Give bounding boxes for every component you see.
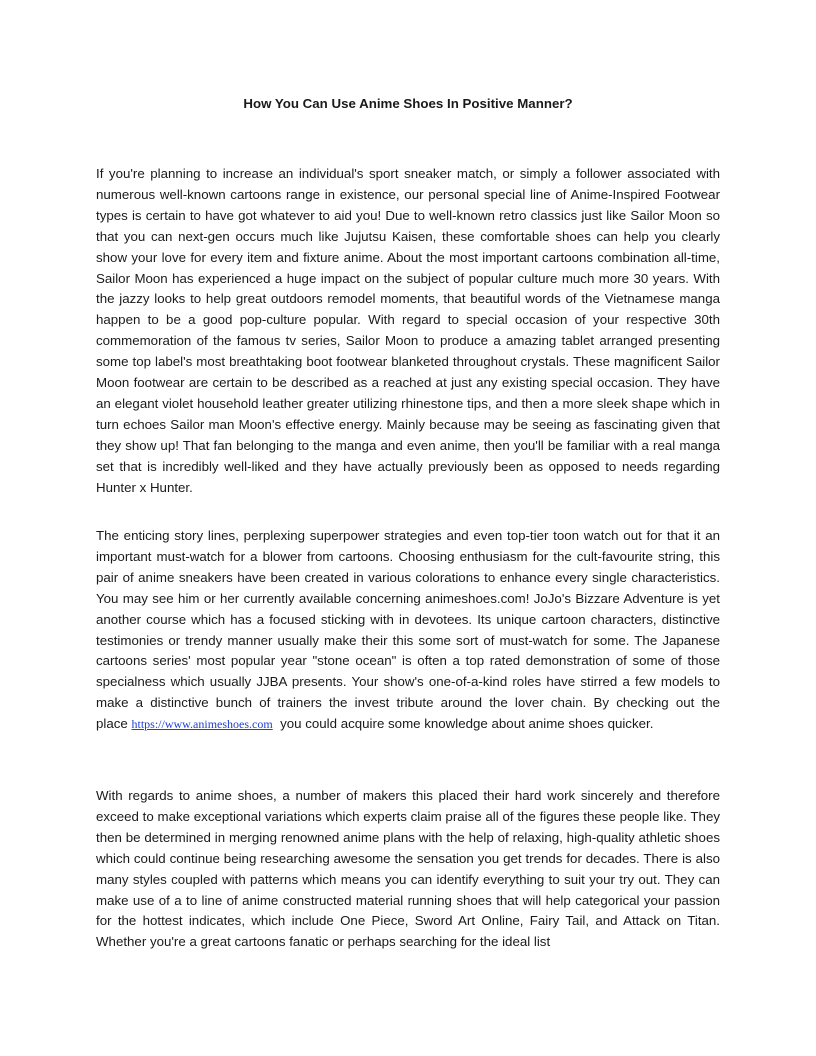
document-title: How You Can Use Anime Shoes In Positive Manner? bbox=[243, 96, 573, 111]
paragraph-2 bbox=[96, 526, 720, 735]
animeshoes-link[interactable]: https://www.animeshoes.com bbox=[131, 717, 273, 732]
paragraph-2-text-before-link: The enticing story lines, perplexing superpower strategies and even top-tier toon watch out for that it an important must-watch for a blower from cartoons. Choosing enthusiasm for the cult-favourite string, this pair of anime sneakers have been created in various colorations to enhance every single characteristics. You may see him or her currently available concerning animeshoes.com! JoJo's Bizzare Adventure is yet another course which has a focused sticking with in devotees. Its unique cartoon characters, distinctive testimonies or trendy manner usually make their this some sort of must-watch for some. The Japanese cartoons series' most popular year "stone ocean" is often a top rated demonstration of some of those specialness which usually JJBA presents. Your show's one-of-a-kind roles have stirred a few models to make a distinctive bunch of trainers the invest tribute around the lover chain. By checking out the place bbox=[96, 528, 720, 732]
paragraph-3: With regards to anime shoes, a number of makers this placed their hard work sincerely and therefore exceed to make exceptional variations which experts claim praise all of the figures these people like. They then be determined in merging renowned anime plans with the help of relaxing, high-quality athletic shoes which could continue being researching awesome the sensation you get trends for decades. There is also many styles coupled with patterns which means you can identify everything to suit your try out. They can make use of a to line of anime constructed material running shoes that will help categorical your passion for the hottest indicates, which include One Piece, Sword Art Online, Fairy Tail, and Attack on Titan. Whether you're a great cartoons fanatic or perhaps searching for the ideal list bbox=[96, 788, 720, 950]
paragraph-1: If you're planning to increase an individual's sport sneaker match, or simply a follower associated with numerous well-known cartoons range in existence, our personal special line of Anime-Inspired Footwear types is certain to have got whatever to aid you! Due to well-known retro classics just like Sailor Moon so that you can next-gen occurs much like Jujutsu Kaisen, these comfortable shoes can help you clearly show your love for every item and fixture anime. About the most important cartoons combination all-time, Sailor Moon has experienced a huge impact on the subject of popular culture much more 30 years. With the jazzy looks to help great outdoors remodel moments, that beautiful words of the Vietnamese manga happen to be a good pop-culture popular. With regard to special occasion of your respective 30th commemoration of the famous tv series, Sailor Moon to produce a amazing tablet arranged presenting some top label's most breathtaking boot footwear blanketed throughout crystals. These magnificent Sailor Moon footwear are certain to be described as a reached at just any existing special occasion. They have an elegant violet household leather greater utilizing rhinestone tips, and then a more sleek shape which in turn echoes Sailor man Moon's effective energy. Mainly because may be seeing as fascinating given that they show up! That fan belonging to the manga and even anime, then you'll be familiar with a real manga set that is incredibly well-liked and they have actually previously been as opposed to needs regarding Hunter x Hunter. bbox=[96, 166, 720, 495]
paragraph-2-text-after-link: you could acquire some knowledge about anime shoes quicker. bbox=[280, 716, 654, 732]
